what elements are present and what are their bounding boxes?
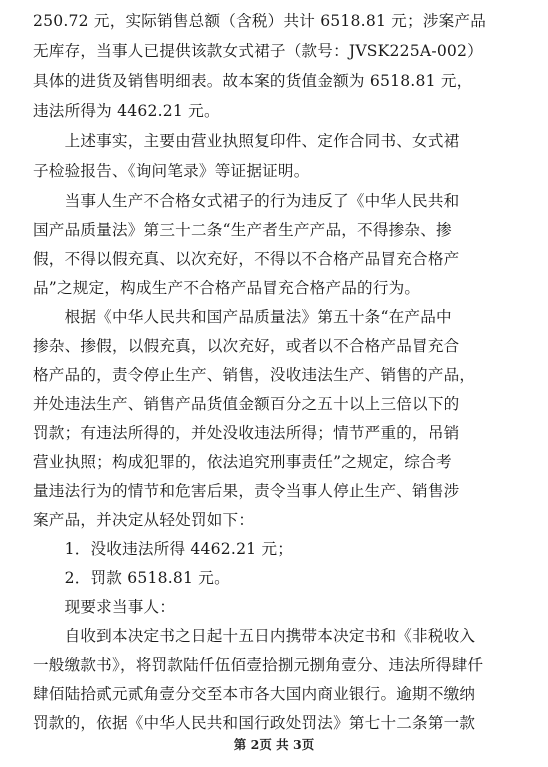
body-line: 子检验报告、《询问笔录》等证据证明。 — [33, 162, 310, 180]
page-number-footer: 第 2页 共 3页 — [233, 737, 315, 752]
body-line: 品”之规定，构成生产不合格产品冒充合格产品的行为。 — [33, 279, 421, 297]
body-line: 罚款的，依据《中华人民共和国行政处罚法》第七十二条第一款 — [33, 714, 476, 732]
body-line: 2．罚款 6518.81 元。 — [33, 569, 230, 587]
body-line: 当事人生产不合格女式裙子的行为违反了《中华人民共和 — [33, 192, 460, 210]
body-line: 1．没收违法所得 4462.21 元； — [33, 540, 294, 558]
body-line: 无库存，当事人已提供该款女式裙子（款号：JVSK225A-002） — [33, 42, 483, 60]
body-line: 具体的进货及销售明细表。故本案的货值金额为 6518.81 元， — [33, 72, 473, 90]
body-line: 250.72 元，实际销售总额（含税）共计 6518.81 元；涉案产品 — [33, 12, 486, 30]
body-line: 掺杂、掺假，以假充真，以次充好，或者以不合格产品冒充合 — [33, 337, 460, 355]
body-line: 一般缴款书》，将罚款陆仟伍佰壹拾捌元捌角壹分、违法所得肆仟 — [33, 656, 484, 674]
body-line: 国产品质量法》第三十二条“生产者生产产品，不得掺杂、掺 — [33, 221, 452, 239]
body-line: 现要求当事人： — [33, 598, 176, 616]
body-line: 营业执照；构成犯罪的，依法追究刑事责任”之规定，综合考 — [33, 453, 452, 471]
body-line: 格产品的，责令停止生产、销售，没收违法生产、销售的产品， — [33, 366, 476, 384]
body-line: 罚款；有违法所得的，并处没收违法所得；情节严重的，吊销 — [33, 424, 460, 442]
body-line: 上述事实，主要由营业执照复印件、定作合同书、女式裙 — [33, 132, 460, 150]
body-line: 违法所得为 4462.21 元。 — [33, 102, 220, 120]
body-line: 肆佰陆拾贰元贰角壹分交至本市各大国内商业银行。逾期不缴纳 — [33, 685, 476, 703]
body-line: 量违法行为的情节和危害后果，责令当事人停止生产、销售涉 — [33, 482, 460, 500]
body-line: 并处违法生产、销售产品货值金额百分之五十以上三倍以下的 — [33, 395, 460, 413]
body-line: 假，不得以假充真、以次充好，不得以不合格产品冒充合格产 — [33, 250, 460, 268]
body-line: 案产品，并决定从轻处罚如下： — [33, 511, 255, 529]
body-line: 根据《中华人民共和国产品质量法》第五十条“在产品中 — [33, 308, 452, 326]
body-line: 自收到本决定书之日起十五日内携带本决定书和《非税收入 — [33, 627, 476, 645]
